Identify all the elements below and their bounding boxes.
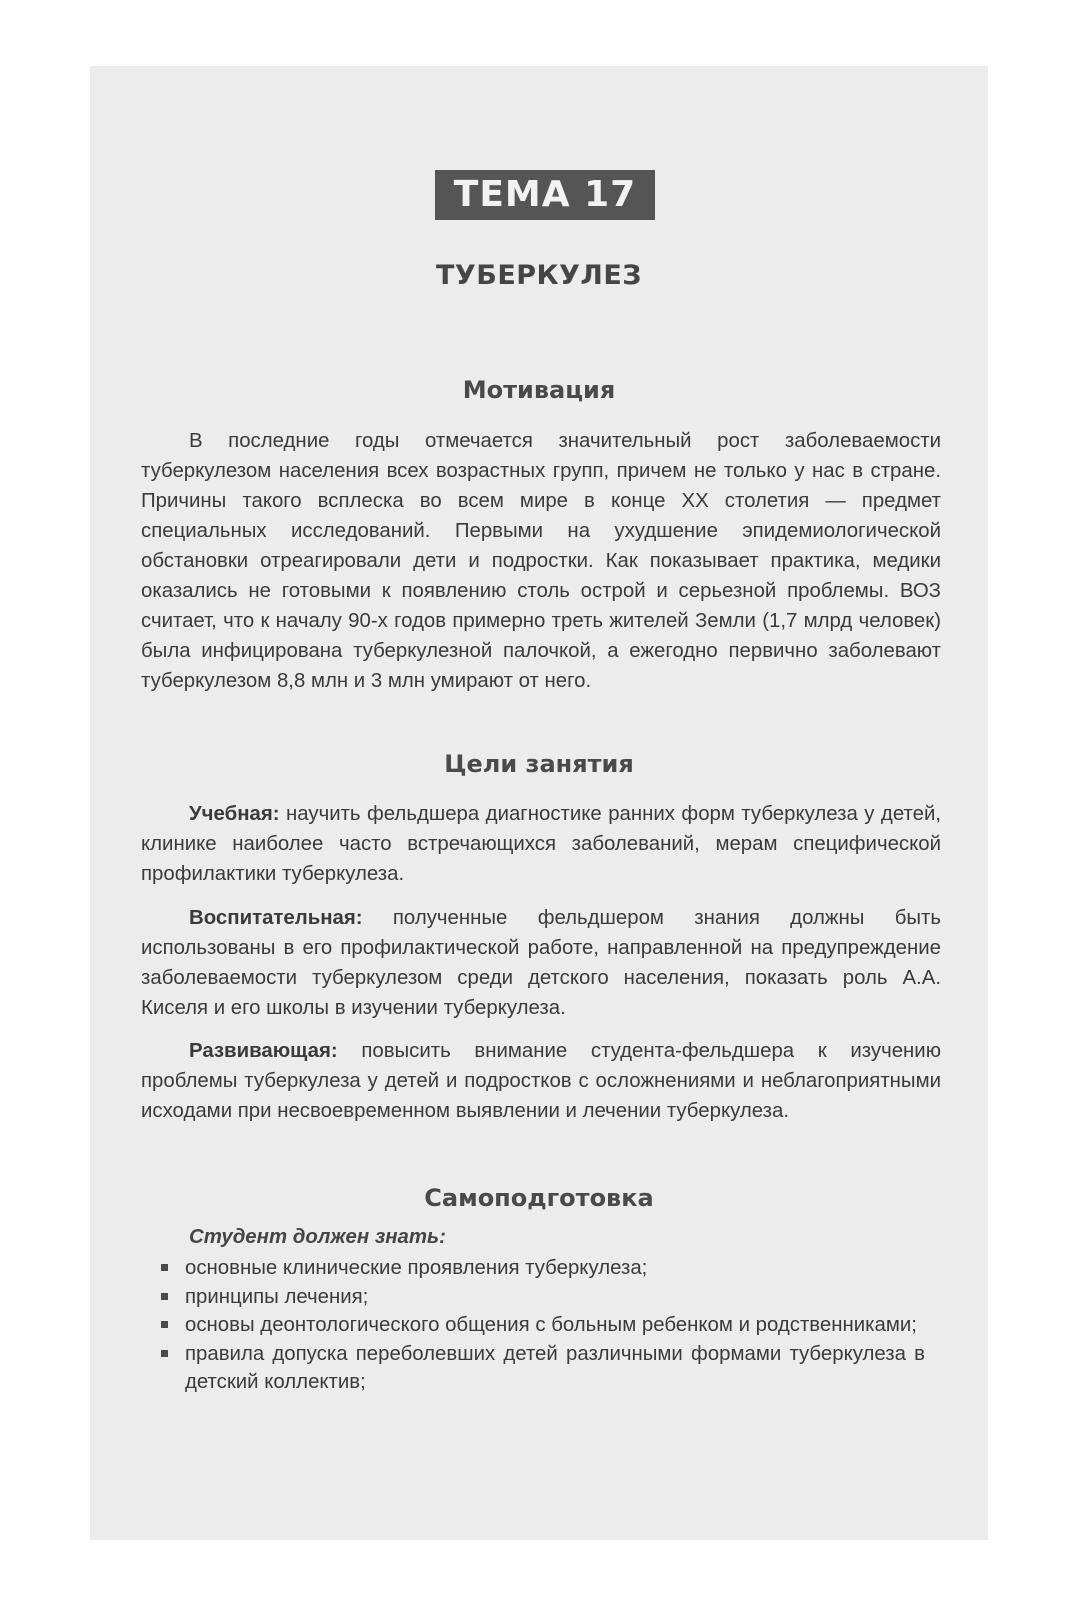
list-item: основные клинические проявления туберкулеза; bbox=[141, 1254, 925, 1283]
must-know-label: Студент должен знать: bbox=[189, 1226, 446, 1248]
book-page bbox=[90, 66, 988, 1540]
motivation-section bbox=[141, 426, 941, 696]
goal-text: повысить внимание студента-фельдшера к изучению проблемы туберкулеза у детей и подростков с осложнениями и неблагоприятными исходами при несвоевременном выявлении и лечении туберкулеза. bbox=[141, 1040, 941, 1122]
goal-educational bbox=[141, 799, 941, 889]
motivation-heading: Мотивация bbox=[462, 376, 616, 404]
goal-label: Воспитательная: bbox=[189, 907, 363, 929]
list-item: основы деонтологического общения с больным ребенком и родственниками; bbox=[141, 1311, 925, 1340]
goal-paragraph bbox=[141, 1036, 941, 1126]
goal-label: Развивающая: bbox=[189, 1040, 338, 1062]
goal-label: Учебная: bbox=[189, 803, 280, 825]
goal-text: научить фельдшера диагностике ранних форм туберкулеза у детей, клинике наиболее часто встречающихся заболеваний, мерам специфической профилактики туберкулеза. bbox=[141, 803, 941, 885]
motivation-text: В последние годы отмечается значительный рост заболеваемости туберкулезом населения всех возрастных групп, причем не только у нас в стране. Причины такого всплеска во всем мире в конце XX столетия — предмет специальных исследований. Первыми на ухудшение эпидемиологической обстановки отреагировали дети и подростки. Как показывает практика, медики оказались не готовыми к появлению столь острой и серьезной проблемы. ВОЗ считает, что к началу 90-х годов примерно треть жителей Земли (1,7 млрд человек) была инфицирована туберкулезной палочкой, а ежегодно первично заболевают туберкулезом 8,8 млн и 3 млн умирают от него. bbox=[141, 430, 941, 692]
goal-text: полученные фельдшером знания должны быть использованы в его профилактической работе, направленной на предупреждение заболеваемости туберкулезом среди детского населения, показать роль А.А. Киселя и его школы в изучении туберкулеза. bbox=[141, 907, 941, 1019]
goal-paragraph bbox=[141, 799, 941, 889]
goal-upbringing bbox=[141, 903, 941, 1023]
bullet-icon bbox=[161, 1293, 168, 1300]
list-item: принципы лечения; bbox=[141, 1283, 925, 1312]
topic-label: ТЕМА 17 bbox=[435, 170, 655, 220]
list-item: правила допуска переболевших детей различными формами туберкулеза в детский коллектив; bbox=[141, 1340, 925, 1397]
self-prep-heading: Самоподготовка bbox=[424, 1184, 654, 1212]
goals-heading: Цели занятия bbox=[444, 750, 634, 778]
goal-developmental bbox=[141, 1036, 941, 1126]
bullet-icon bbox=[161, 1264, 168, 1271]
goal-paragraph bbox=[141, 903, 941, 1023]
must-know-list bbox=[141, 1254, 925, 1397]
bullet-icon bbox=[161, 1350, 168, 1357]
bullet-icon bbox=[161, 1321, 168, 1328]
page-title: ТУБЕРКУЛЕЗ bbox=[436, 260, 642, 291]
